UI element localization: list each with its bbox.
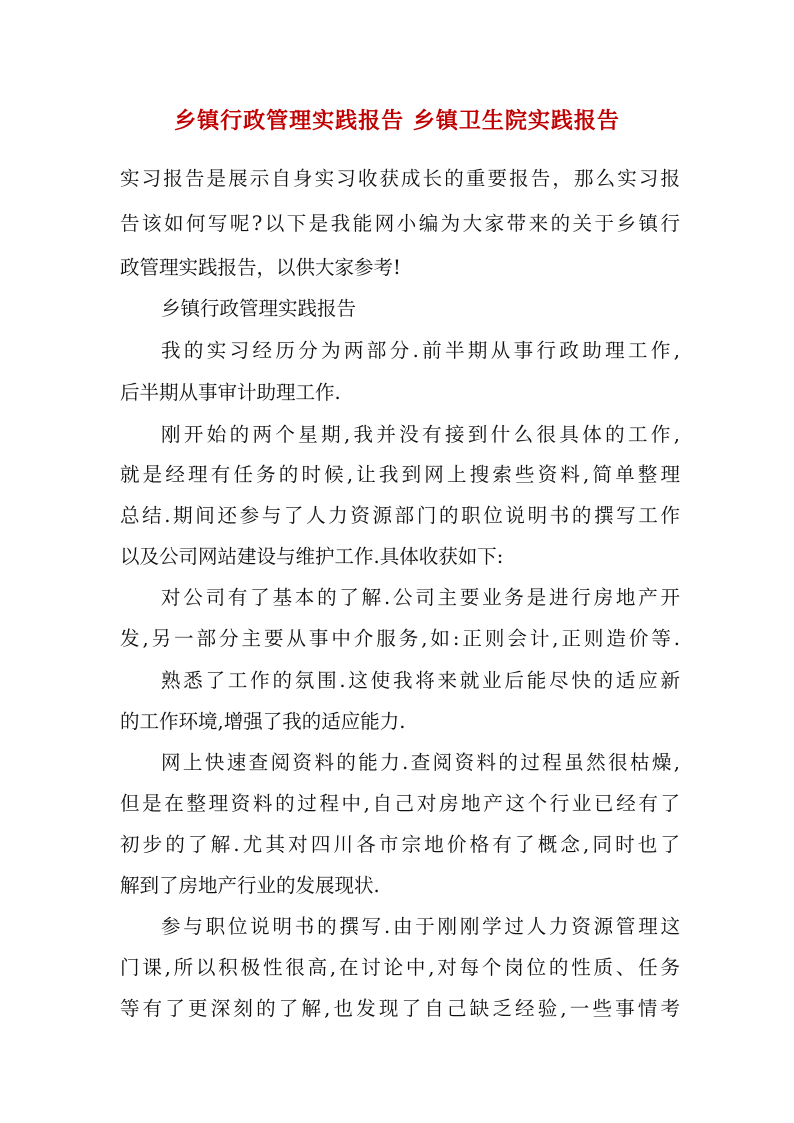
document-title: 乡镇行政管理实践报告 乡镇卫生院实践报告 xyxy=(174,108,620,134)
paragraph-line: 我的实习经历分为两部分.前半期从事行政助理工作, xyxy=(161,339,680,362)
paragraph-line: 政管理实践报告，以供大家参考! xyxy=(120,256,401,279)
paragraph-line: 熟悉了工作的氛围.这使我将来就业后能尽快的适应新 xyxy=(161,669,680,692)
paragraph-line: 刚开始的两个星期,我并没有接到什么很具体的工作, xyxy=(161,423,680,446)
section-heading: 乡镇行政管理实践报告 xyxy=(161,297,357,320)
paragraph-line: 后半期从事审计助理工作. xyxy=(120,381,341,404)
paragraph-line: 以及公司网站建设与维护工作.具体收获如下: xyxy=(120,545,504,568)
paragraph-line: 的工作环境,增强了我的适应能力. xyxy=(120,710,406,733)
paragraph-line: 门课,所以积极性很高,在讨论中,对每个岗位的性质、任务 xyxy=(120,956,680,979)
paragraph-line: 发,另一部分主要从事中介服务,如:正则会计,正则造价等. xyxy=(120,627,680,650)
paragraph-line: 等有了更深刻的了解,也发现了自己缺乏经验,一些事情考 xyxy=(120,997,680,1020)
paragraph-line: 就是经理有任务的时候,让我到网上搜索些资料,简单整理 xyxy=(120,463,680,486)
paragraph-line: 对公司有了基本的了解.公司主要业务是进行房地产开 xyxy=(161,586,680,609)
paragraph-line: 但是在整理资料的过程中,自己对房地产这个行业已经有了 xyxy=(120,792,680,815)
paragraph-line: 解到了房地产行业的发展现状. xyxy=(120,874,380,897)
paragraph-line: 参与职位说明书的撰写.由于刚刚学过人力资源管理这 xyxy=(161,915,680,938)
paragraph-line: 初步的了解.尤其对四川各市宗地价格有了概念,同时也了 xyxy=(120,833,680,856)
paragraph-line: 实习报告是展示自身实习收获成长的重要报告，那么实习报 xyxy=(120,167,680,190)
paragraph-line: 总结.期间还参与了人力资源部门的职位说明书的撰写工作 xyxy=(120,504,680,527)
paragraph-line: 告该如何写呢?以下是我能网小编为大家带来的关于乡镇行 xyxy=(120,212,680,235)
paragraph-line: 网上快速查阅资料的能力.查阅资料的过程虽然很枯燥, xyxy=(161,751,680,774)
